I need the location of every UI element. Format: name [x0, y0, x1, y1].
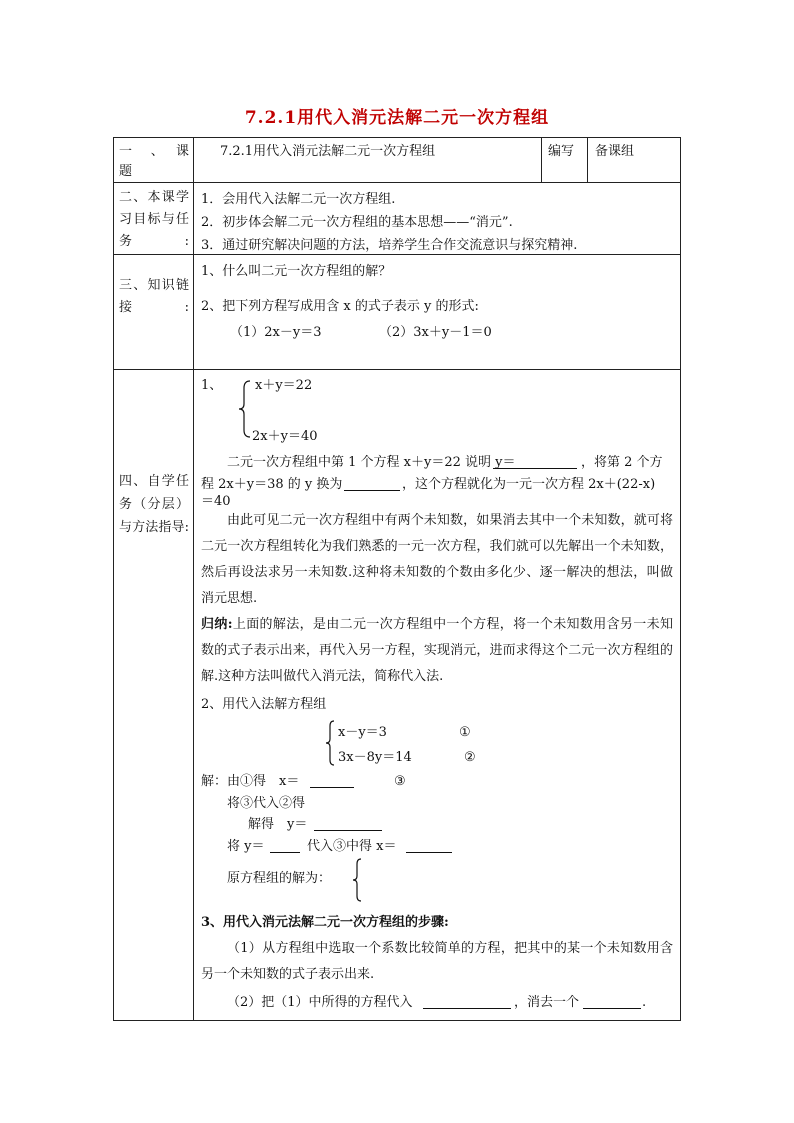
solution-line4b: 代入③中得 x＝: [307, 839, 397, 854]
self-study-label-cell: [114, 370, 194, 1021]
topic-cell: [194, 138, 542, 183]
summary-text: 上面的解法，是由二元一次方程组中一个方程，将一个未知数用含另一未知数的式子表示出来，再代入另一方程，实现消元，进而求得这个二元一次方程组的解.这种方法叫做代入消元法，简称代入法.: [201, 617, 673, 684]
goals-label-cell: [114, 183, 194, 255]
step2-text-b: ，消去一个: [514, 995, 580, 1010]
knowledge-eq2: （2）3x＋y－1＝0: [379, 325, 492, 340]
para1-line1: 二元一次方程组中第 1 个方程 x＋y＝22 说明 y＝: [227, 455, 516, 470]
left-brace-icon: [352, 858, 362, 902]
circled-one: ①: [459, 725, 471, 740]
blank-x-value[interactable]: [406, 840, 452, 853]
summary-label: 归纳:: [201, 617, 233, 632]
topic-label: 一 、 课 题: [119, 144, 216, 179]
editor-value-cell: [588, 138, 681, 183]
blank-x-expr[interactable]: [310, 775, 354, 788]
item3-heading: 3、用代入消元法解二元一次方程组的步骤:: [201, 915, 449, 930]
solution-line1: 解：由①得 x＝: [201, 774, 300, 789]
goals-label: 二、本课学习目标与任务:: [119, 190, 189, 249]
item2-heading: 2、用代入法解方程组: [201, 697, 327, 712]
solution-line3: 解得 y＝: [248, 817, 308, 832]
solution-line4a: 将 y＝: [227, 839, 265, 854]
knowledge-eq1: （1）2x－y＝3: [230, 325, 322, 340]
topic-label-cell: [114, 138, 216, 183]
system2-eq-a: x－y＝3: [338, 725, 387, 740]
lesson-plan-table: [113, 137, 681, 1021]
row-knowledge: [114, 255, 681, 370]
knowledge-cell: [194, 255, 681, 370]
solution-line2: 将③代入②得: [227, 796, 306, 811]
blank-substitute[interactable]: [344, 478, 400, 491]
blank-y-value[interactable]: [314, 818, 382, 831]
editor-label: 编写: [548, 144, 575, 159]
knowledge-label: 三、知识链接:: [119, 278, 189, 315]
blank-y-sub[interactable]: [270, 840, 300, 853]
row-self-study: [114, 370, 681, 1021]
blank-substitute-into[interactable]: [423, 996, 511, 1009]
blank-y[interactable]: [493, 456, 577, 469]
topic-text: 7.2.1用代入消元法解二元一次方程组: [220, 144, 436, 159]
step1-text: （1）从方程组中选取一个系数比较简单的方程，把其中的某一个未知数用含另一个未知数的式子表示出来.: [201, 941, 673, 982]
step2-text-c: .: [642, 995, 647, 1010]
system2-eq-b: 3x－8y＝14: [338, 750, 412, 765]
system1-eq-b: 2x＋y＝40: [252, 429, 318, 444]
circled-three: ③: [394, 774, 406, 789]
step2-text-a: （2）把（1）中所得的方程代入: [227, 995, 413, 1010]
row-goals: [114, 183, 681, 255]
goals-cell: [194, 183, 681, 255]
self-study-label: 四、自学任务（分层）与方法指导:: [119, 474, 189, 535]
item1-number: 1、: [201, 378, 223, 393]
circled-two: ②: [464, 750, 476, 765]
knowledge-q1: 1、什么叫二元一次方程组的解？: [201, 264, 392, 279]
editor-label-cell: [542, 138, 588, 183]
knowledge-q2: 2、把下列方程写成用含 x 的式子表示 y 的形式:: [201, 299, 479, 314]
knowledge-label-cell: [114, 255, 194, 370]
system1-eq-a: x＋y＝22: [255, 378, 313, 393]
page-title: 7.2.1用代入消元法解二元一次方程组: [244, 108, 550, 128]
para-elimination-idea: 由此可见二元一次方程组中有两个未知数，如果消去其中一个未知数，就可将二元一次方程组转化为我们熟悉的一元一次方程，我们就可以先解出一个未知数，然后再设法求另一未知数.这种将未知数的个数由多化少、逐一解决的想法，叫做消元思想.: [201, 513, 673, 606]
self-study-cell: [194, 370, 681, 1021]
row-topic: [114, 138, 681, 183]
summary-paragraph: [201, 612, 673, 690]
goal-2: 2．初步体会解二元一次方程组的基本思想——“消元”.: [201, 215, 513, 230]
left-brace-icon: [238, 380, 252, 438]
para1-line1-end: ，将第 2 个方: [581, 455, 663, 470]
editor-value: 备课组: [595, 144, 635, 159]
solution-line5: 原方程组的解为：: [227, 871, 332, 886]
para1-line3: ＝40: [201, 494, 231, 509]
goal-3: 3．通过研究解决问题的方法，培养学生合作交流意识与探究精神.: [201, 238, 578, 253]
goal-1: 1．会用代入法解二元一次方程组.: [201, 192, 396, 207]
blank-eliminate[interactable]: [583, 996, 641, 1009]
para1-line2b: ，这个方程就化为一元一次方程 2x＋(22-x): [402, 477, 656, 492]
left-brace-icon: [325, 720, 335, 766]
para1-line2a: 程 2x＋y＝38 的 y 换为: [201, 477, 343, 492]
